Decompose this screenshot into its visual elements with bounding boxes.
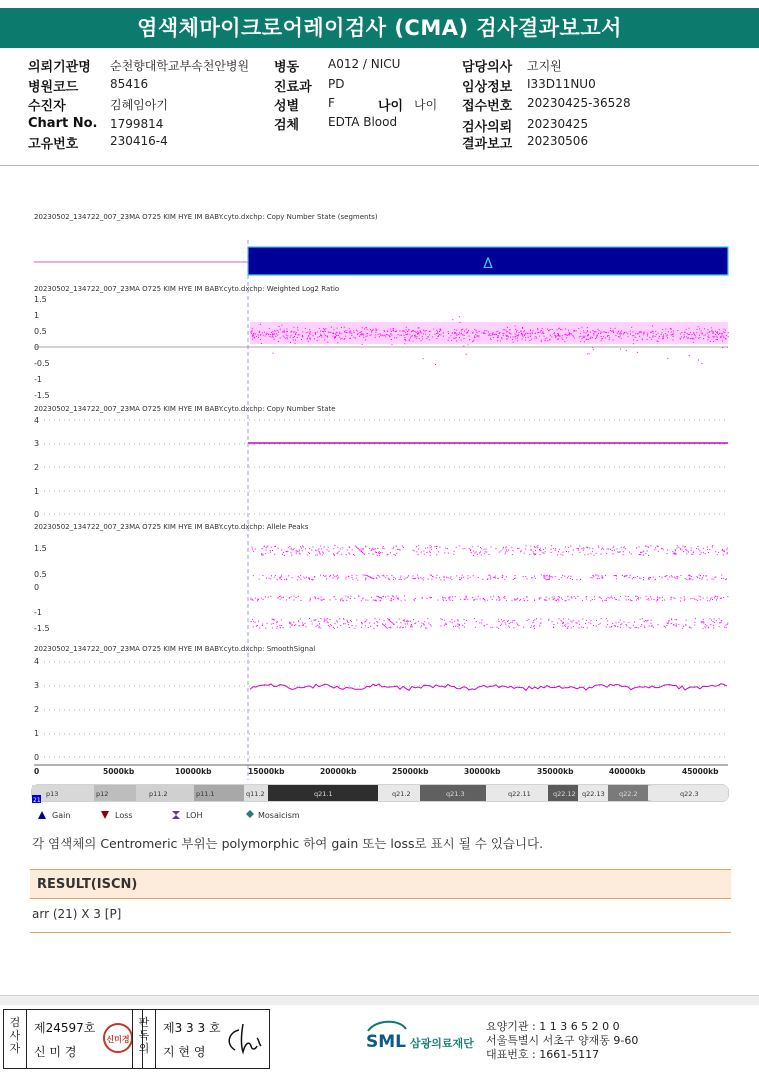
reviewer-license: 제3 3 3 호 (163, 1021, 221, 1035)
cn-tick: 1 (34, 487, 40, 496)
loh-icon (172, 811, 180, 819)
band-label: p13 (46, 790, 59, 798)
reviewer-box (132, 1009, 270, 1069)
axis-label: 0 (34, 767, 40, 776)
smooth-gridlines (44, 662, 728, 757)
allele-tick: 0.5 (34, 570, 47, 579)
smooth-signal-line (250, 684, 727, 691)
band-label: q21.3 (446, 790, 465, 798)
legend-loss: Loss (115, 811, 133, 820)
reviewer-signature (221, 1016, 265, 1060)
cma-plot-panel (0, 200, 759, 830)
chromosome-number: 21 (33, 797, 41, 804)
doctor-value: 고지원 (527, 59, 562, 73)
axis-label: 15000kb (248, 767, 285, 776)
sex-value: F (328, 96, 335, 110)
axis-label: 25000kb (392, 767, 429, 776)
footer-bar (0, 995, 759, 1005)
clinical-value: I33D11NU0 (527, 77, 596, 91)
band-label: q21.2 (392, 790, 411, 798)
band-label: p12 (96, 790, 109, 798)
unique-value: 230416-4 (110, 134, 168, 148)
doctor-label: 담당의사 (462, 60, 513, 75)
allele-tick: -1 (34, 608, 42, 617)
band-label: p11.1 (196, 790, 215, 798)
allele-panel-title: 20230502_134722_007_23MA O725 KIM HYE IM BABY.cyto.dxchp: Allele Peaks (34, 523, 309, 531)
chart-value: 1799814 (110, 117, 164, 131)
cn-tick: 0 (34, 510, 40, 519)
institution-phone: 대표번호 : 1661-5117 (486, 1048, 600, 1061)
hospital-label: 의뢰기관명 (28, 60, 91, 75)
log2-cloud-bg (250, 322, 728, 344)
allele-tick: 1.5 (34, 544, 47, 553)
institution-code: 요양기관 : 1 1 3 6 5 2 0 0 (486, 1020, 620, 1033)
mosaicism-icon (246, 810, 254, 818)
allele-tick: 0 (34, 583, 40, 592)
legend (38, 810, 300, 820)
log2-tick: -1 (34, 375, 42, 384)
cn-tick: 2 (34, 463, 40, 472)
cn-tick: 3 (34, 439, 40, 448)
cn-gridlines (44, 420, 728, 514)
examiner-name: 신 미 경 (34, 1045, 77, 1059)
allele-scatter (250, 545, 728, 629)
band-label: q22.2 (619, 790, 638, 798)
log2-axis (34, 295, 50, 400)
institution-address: 서울특별시 서초구 양재동 9-60 (486, 1034, 639, 1047)
seal-text: 신미경 (106, 1035, 130, 1044)
gain-icon (38, 811, 46, 819)
smooth-axis (34, 657, 39, 762)
legend-loh: LOH (186, 811, 203, 820)
log2-tick: 1 (34, 311, 40, 320)
allele-tick: -1.5 (34, 624, 50, 633)
log2-tick: -1.5 (34, 391, 50, 400)
age-value: 나이 (414, 98, 438, 112)
axis-label: 30000kb (464, 767, 501, 776)
axis-label: 5000kb (103, 767, 135, 776)
log2-tick: 0.5 (34, 327, 47, 336)
sml-logo-text: SML (366, 1032, 406, 1052)
result-value: arr (21) X 3 [P] (32, 907, 122, 921)
hospital-code-label: 병원코드 (28, 80, 79, 95)
sml-logo-mark (366, 1017, 488, 1057)
smooth-tick: 0 (34, 753, 40, 762)
smooth-tick: 4 (34, 657, 40, 666)
ward-value: A012 / NICU (328, 57, 401, 71)
cn-axis (34, 416, 39, 519)
dept-value: PD (328, 77, 345, 91)
result-divider (30, 932, 731, 933)
axis-label: 40000kb (609, 767, 646, 776)
receipt-value: 20230425-36528 (527, 96, 631, 110)
band-label: q22.3 (680, 790, 699, 798)
band-label: q22.11 (508, 790, 531, 798)
axis-label: 45000kb (682, 767, 719, 776)
axis-label: 35000kb (537, 767, 574, 776)
axis-label: 10000kb (175, 767, 212, 776)
cn-tick: 4 (34, 416, 40, 425)
receipt-label: 접수번호 (462, 99, 513, 114)
ward-label: 병동 (274, 60, 300, 75)
hospital-code-value: 85416 (110, 77, 149, 91)
log2-panel-title: 20230502_134722_007_23MA O725 KIM HYE IM BABY.cyto.dxchp: Weighted Log2 Ratio (34, 285, 340, 293)
band-label: q21.1 (314, 790, 333, 798)
log2-tick: 0 (34, 343, 40, 352)
report-date-label: 결과보고 (462, 137, 513, 152)
position-axis (34, 767, 719, 776)
band-label: p11.2 (149, 790, 168, 798)
dept-label: 진료과 (274, 80, 312, 95)
reviewer-name: 지 현 영 (163, 1045, 206, 1059)
smooth-panel-title: 20230502_134722_007_23MA O725 KIM HYE IM BABY.cyto.dxchp: SmoothSignal (34, 645, 316, 653)
specimen-value: EDTA Blood (328, 115, 398, 129)
chart-label: Chart No. (28, 116, 98, 131)
result-header: RESULT(ISCN) (30, 869, 731, 899)
axis-label: 20000kb (320, 767, 357, 776)
report-title: 염색체마이크로어레이검사 (CMA) 검사결과보고서 (0, 8, 759, 48)
patient-label: 수진자 (28, 99, 66, 114)
examiner-license: 제24597호 (34, 1021, 96, 1035)
info-divider (0, 165, 759, 166)
band-label: q22.12 (553, 790, 576, 798)
patient-info (0, 54, 759, 166)
cma-plot (0, 200, 759, 830)
band-label: q22.13 (582, 790, 605, 798)
smooth-tick: 1 (34, 729, 40, 738)
loss-icon (101, 811, 109, 819)
unique-label: 고유번호 (28, 137, 79, 152)
examiner-label: 검 사 자 (9, 1016, 21, 1055)
hospital-value: 순천향대학교부속천안병원 (110, 59, 250, 73)
clinical-label: 임상정보 (462, 80, 513, 95)
smooth-tick: 2 (34, 705, 40, 714)
legend-gain: Gain (52, 811, 71, 820)
cn-panel-title: 20230502_134722_007_23MA O725 KIM HYE IM BABY.cyto.dxchp: Copy Number State (34, 405, 336, 413)
specimen-label: 검체 (274, 118, 300, 133)
gain-triangle-icon: Δ (483, 256, 493, 272)
band-label: q11.2 (246, 790, 265, 798)
patient-value: 김혜임아기 (110, 98, 168, 112)
centromere-note: 각 염색체의 Centromeric 부위는 polymorphic 하여 gain 또는 loss로 표시 될 수 있습니다. (32, 836, 544, 851)
request-label: 검사의뢰 (462, 120, 513, 135)
examiner-seal (102, 1022, 134, 1054)
age-label: 나이 (378, 99, 404, 114)
band-block (32, 785, 94, 801)
institution-name: 삼광의료재단 (410, 1037, 474, 1050)
log2-tick: -0.5 (34, 359, 50, 368)
report-date-value: 20230506 (527, 134, 589, 148)
smooth-tick: 3 (34, 681, 40, 690)
sml-logo (366, 1017, 488, 1057)
examiner-box (3, 1009, 143, 1069)
segments-panel-title: 20230502_134722_007_23MA O725 KIM HYE IM BABY.cyto.dxchp: Copy Number State (segments) (34, 213, 378, 221)
allele-axis (34, 544, 50, 633)
legend-mosaicism: Mosaicism (258, 811, 300, 820)
reviewer-label: 판 독 의 (138, 1016, 150, 1055)
sex-label: 성별 (274, 99, 300, 114)
log2-tick: 1.5 (34, 295, 47, 304)
request-value: 20230425 (527, 117, 589, 131)
